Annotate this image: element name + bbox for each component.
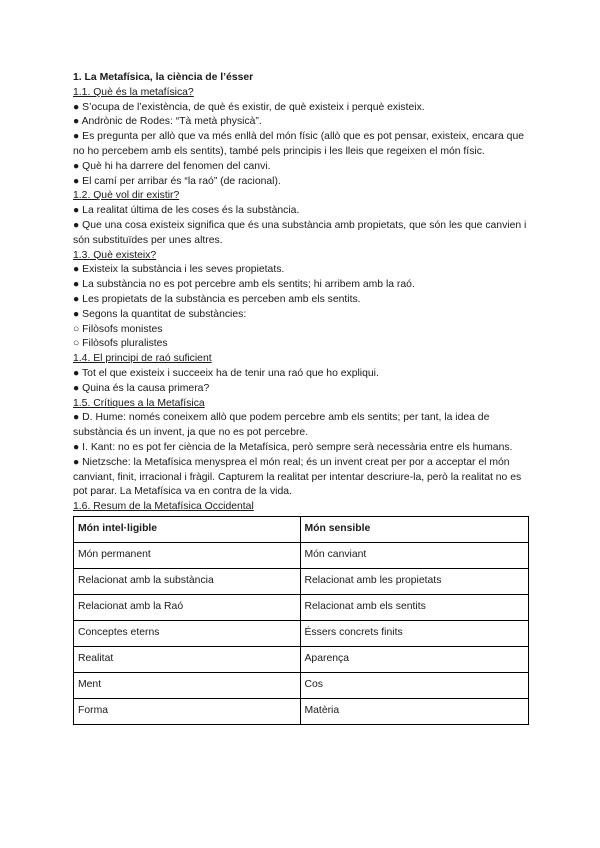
table-header-cell: Món intel·ligible (74, 516, 301, 542)
table-cell: Relacionat amb els sentits (300, 594, 529, 620)
section-heading: 1.2. Què vol dir existir? (73, 190, 180, 202)
sub-list-item: ○ Filòsofs pluralistes (73, 338, 168, 350)
list-item: ● Quina és la causa primera? (73, 382, 210, 394)
summary-table (73, 516, 529, 725)
list-item: ● Es pregunta per allò que va més enllà del món físic (allò que es pot pensar, existeix, encara que no ho percebem amb els sentits), també pels principis i les lleis que regeixen el món físic. (73, 131, 525, 157)
list-item: ● Que una cosa existeix significa que és una substància amb propietats, que són les que canvien i són substituïdes per unes altres. (73, 219, 527, 246)
table-cell: Éssers concrets finits (300, 620, 529, 646)
list-item: ● Nietzsche: la Metafísica menysprea el món real; és un invent creat per por a acceptar el món canviant, finit, irracional i fràgil. Capturem la realitat per intentar descriure-la, però la realitat no es pot parar. La Metafísica va en contra de la vida. (73, 456, 522, 498)
list-item: ● Què hi ha darrere del fenomen del canvi. (73, 160, 271, 172)
section-heading: 1.4. El principi de raó suficient (73, 353, 212, 365)
table-header-row (74, 516, 529, 542)
table-cell: Realitat (74, 646, 301, 672)
table-row (74, 542, 529, 568)
table-cell: Conceptes eterns (74, 620, 301, 646)
table-cell: Món permanent (74, 542, 301, 568)
section-heading: 1.3. Què existeix? (73, 249, 157, 261)
document-title: 1. La Metafísica, la ciència de l’ésser (73, 72, 254, 83)
list-item: ● I. Kant: no es pot fer ciència de la Metafísica, però sempre serà necessària entre els humans. (73, 441, 513, 453)
table-row (74, 672, 529, 698)
table-row (74, 620, 529, 646)
list-item: ● Segons la quantitat de substàncies: (73, 308, 247, 320)
table-cell: Ment (74, 672, 301, 698)
list-item: ● D. Hume: només coneixem allò que podem percebre amb els sentits; per tant, la idea de substància és un invent, ja que no es pot percebre. (73, 412, 490, 439)
table-header-cell: Món sensible (300, 516, 529, 542)
list-item: ● Les propietats de la substància es perceben amb els sentits. (73, 293, 361, 305)
table-cell: Relacionat amb les propietats (300, 568, 529, 594)
list-item: ● Existeix la substància i les seves propietats. (73, 264, 285, 276)
list-item: ● Andrònic de Rodes: “Tà metà physicà”. (73, 116, 262, 128)
list-item: ● La substància no es pot percebre amb els sentits; hi arribem amb la raó. (73, 279, 415, 291)
table-cell: Món canviant (300, 542, 529, 568)
section-heading: 1.1. Què és la metafísica? (73, 86, 194, 98)
table-row (74, 646, 529, 672)
table-cell: Matèria (300, 698, 529, 724)
list-item: ● S’ocupa de l’existència, de què és existir, de què existeix i perquè existeix. (73, 101, 425, 113)
document-page (73, 71, 529, 725)
section-heading: 1.6. Resum de la Metafísica Occidental (73, 501, 254, 513)
table-row (74, 698, 529, 724)
list-item: ● El camí per arribar és “la raó” (de racional). (73, 175, 281, 187)
sub-list-item: ○ Filòsofs monistes (73, 323, 163, 335)
table-row (74, 594, 529, 620)
list-item: ● La realitat última de les coses és la substància. (73, 205, 300, 217)
table-cell: Relacionat amb la Raó (74, 594, 301, 620)
list-item: ● Tot el que existeix i succeeix ha de tenir una raó que ho expliqui. (73, 367, 379, 379)
section-heading: 1.5. Crítiques a la Metafísica (73, 397, 205, 409)
table-cell: Cos (300, 672, 529, 698)
table-row (74, 568, 529, 594)
table-cell: Aparença (300, 646, 529, 672)
table-cell: Forma (74, 698, 301, 724)
table-cell: Relacionat amb la substància (74, 568, 301, 594)
